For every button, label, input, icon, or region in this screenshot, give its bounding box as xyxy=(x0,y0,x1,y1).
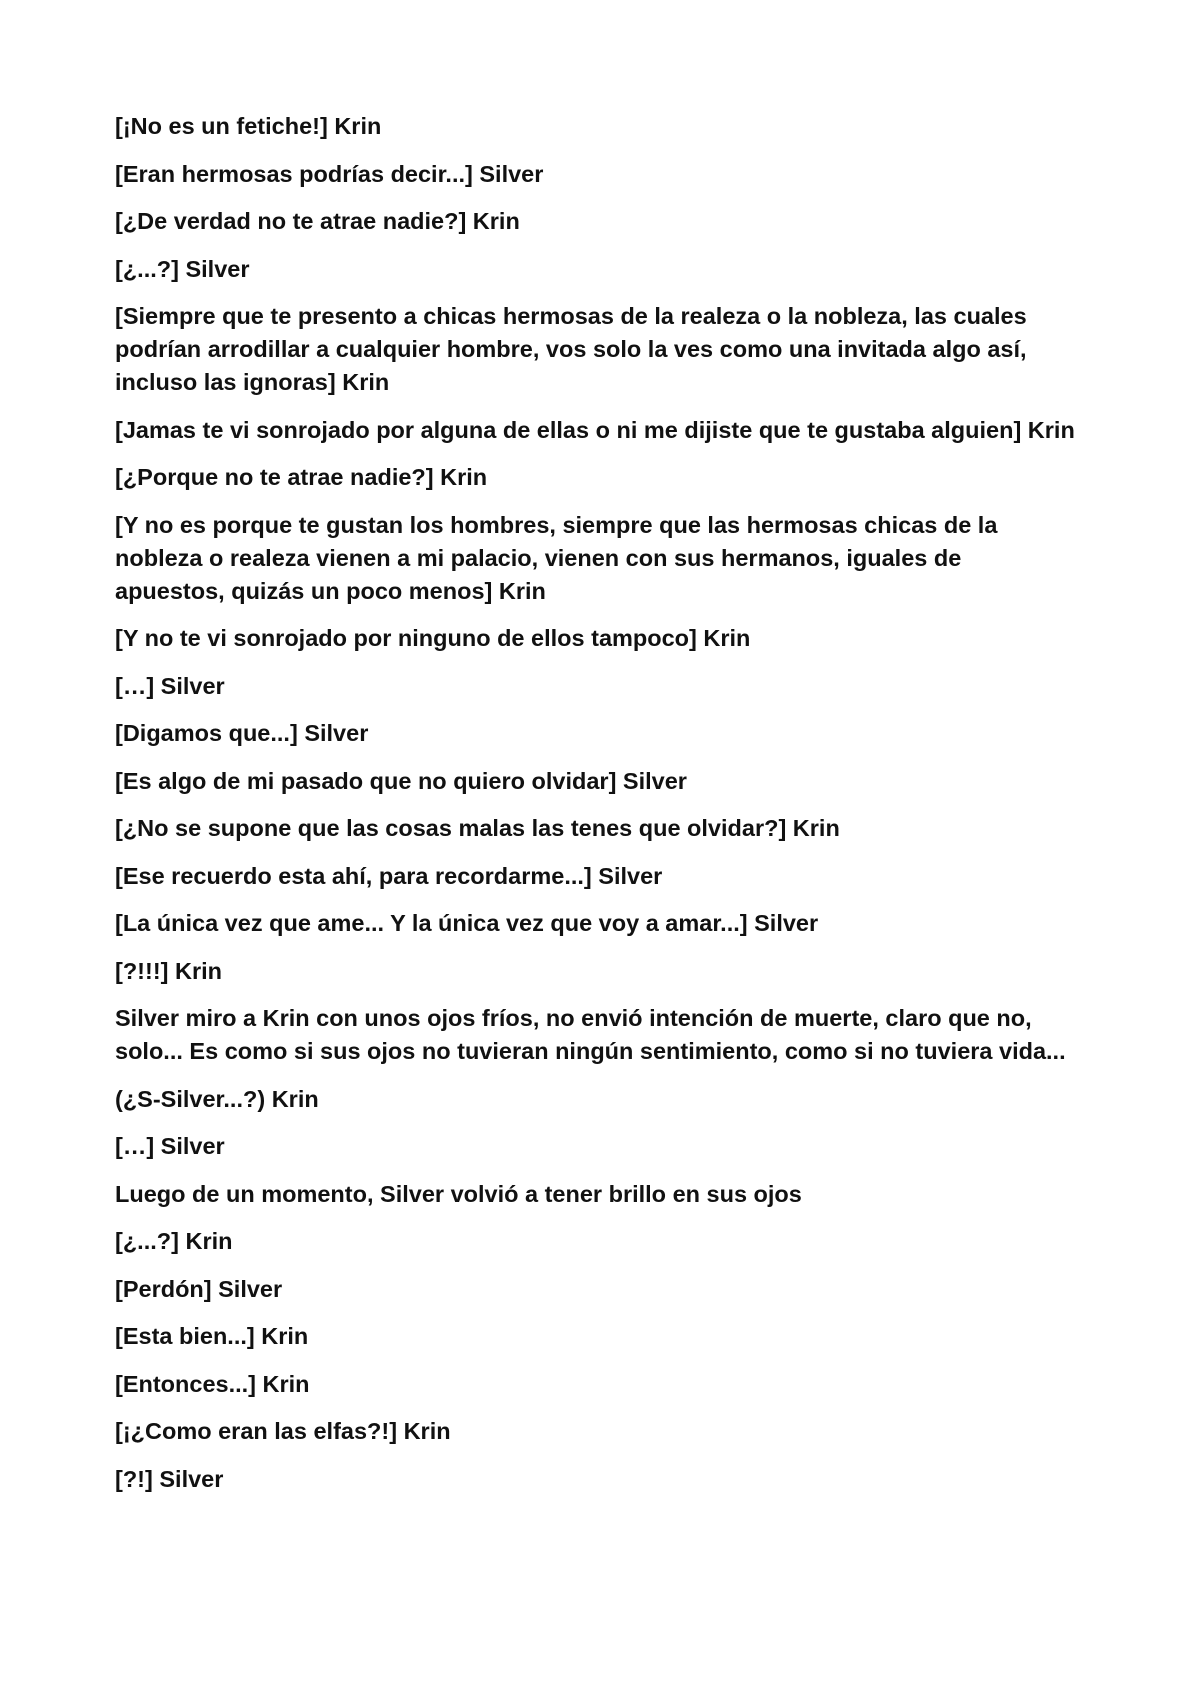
paragraph: [¿...?] Krin xyxy=(115,1228,233,1254)
document-body xyxy=(115,110,1075,1510)
paragraph: [¿No se supone que las cosas malas las tenes que olvidar?] Krin xyxy=(115,815,840,841)
paragraph: [Ese recuerdo esta ahí, para recordarme...] Silver xyxy=(115,862,663,889)
paragraph: [Entonces...] Krin xyxy=(115,1370,310,1397)
paragraph: [Perdón] Silver xyxy=(115,1275,283,1302)
paragraph: [?!] Silver xyxy=(115,1465,224,1492)
paragraph: Silver miro a Krin con unos ojos fríos, no envió intención de muerte, claro que no, solo... Es como si sus ojos no tuvieran ningún sentimiento, como si no tuviera vida... xyxy=(115,1005,1066,1064)
paragraph: […] Silver xyxy=(115,1133,225,1159)
paragraph: [Y no te vi sonrojado por ninguno de ellos tampoco] Krin xyxy=(115,625,751,651)
paragraph: [¿...?] Silver xyxy=(115,255,250,282)
paragraph: (¿S-Silver...?) Krin xyxy=(115,1085,319,1112)
paragraph: [¡No es un fetiche!] Krin xyxy=(115,113,382,139)
paragraph: [Eran hermosas podrías decir...] Silver xyxy=(115,160,544,187)
paragraph: [Es algo de mi pasado que no quiero olvidar] Silver xyxy=(115,767,687,794)
paragraph: [La única vez que ame... Y la única vez que voy a amar...] Silver xyxy=(115,910,819,936)
paragraph: [¡¿Como eran las elfas?!] Krin xyxy=(115,1418,451,1444)
paragraph: [?!!!] Krin xyxy=(115,957,223,984)
paragraph: [¿Porque no te atrae nadie?] Krin xyxy=(115,464,488,490)
paragraph: Luego de un momento, Silver volvió a tener brillo en sus ojos xyxy=(115,1180,802,1207)
paragraph: [Jamas te vi sonrojado por alguna de ellas o ni me dijiste que te gustaba alguien] Krin xyxy=(115,416,1075,443)
paragraph: [Siempre que te presento a chicas hermosas de la realeza o la nobleza, las cuales podrían arrodillar a cualquier hombre, vos solo la ves como una invitada algo así, incluso las ignoras] Krin xyxy=(115,303,1027,395)
paragraph: [Y no es porque te gustan los hombres, siempre que las hermosas chicas de la nobleza o realeza vienen a mi palacio, vienen con sus hermanos, iguales de apuestos, quizás un poco menos] Krin xyxy=(115,511,998,604)
paragraph: [Esta bien...] Krin xyxy=(115,1323,309,1349)
paragraph: [¿De verdad no te atrae nadie?] Krin xyxy=(115,208,520,234)
paragraph: […] Silver xyxy=(115,672,225,699)
paragraph: [Digamos que...] Silver xyxy=(115,720,369,746)
